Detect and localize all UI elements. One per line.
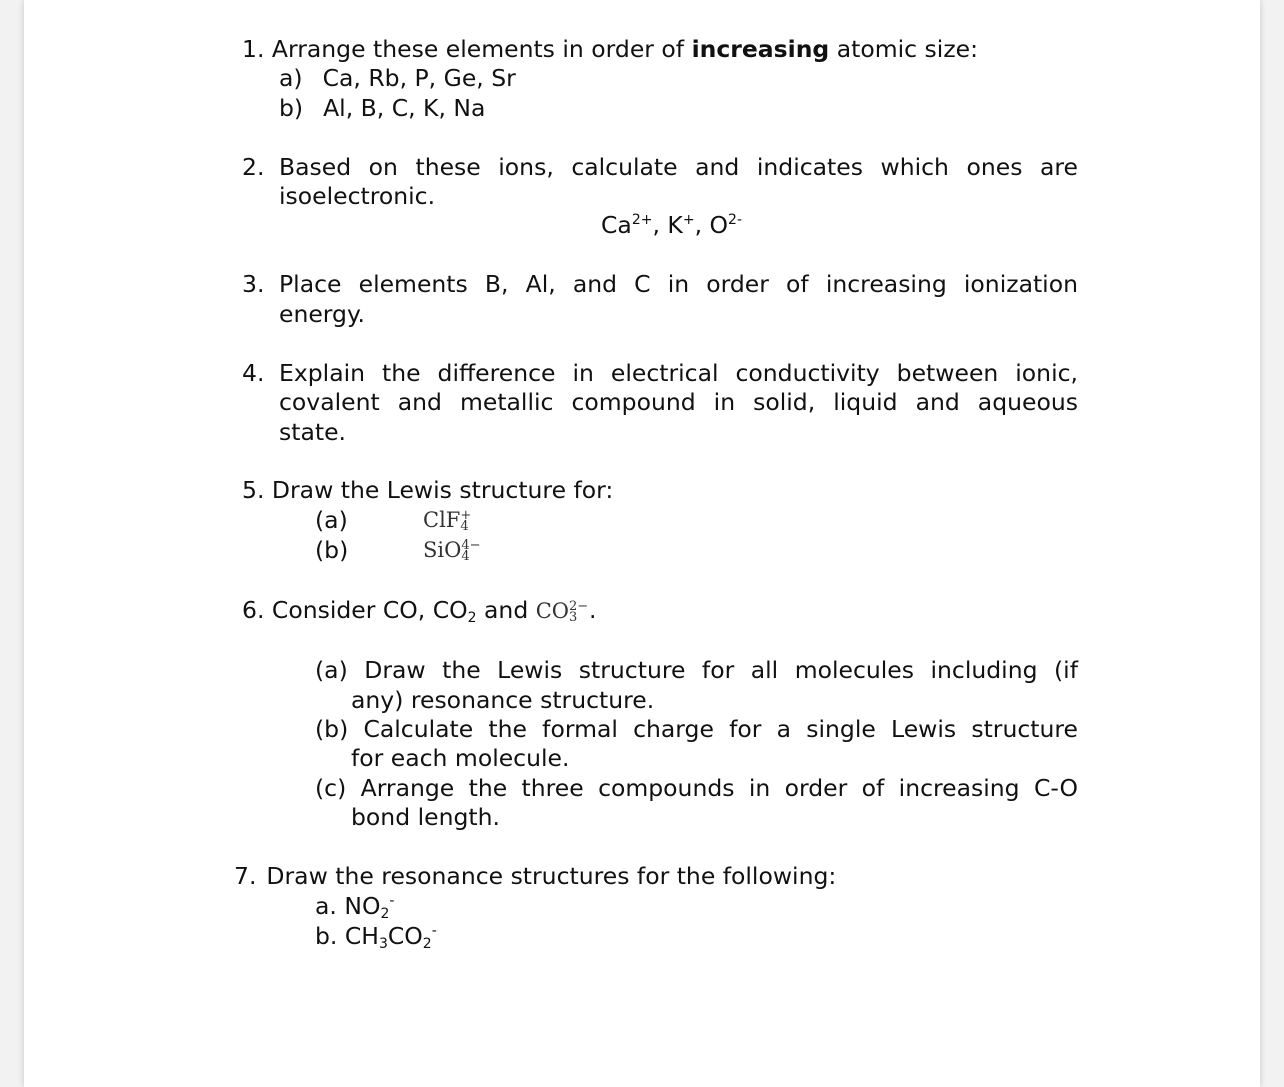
q4-line-2: covalent and metallic compound in solid, liquid and aqueous [279,388,1078,416]
ion-o-charge: 2- [728,212,743,228]
ion-k: K [667,211,683,239]
ch3co2-formula-co: CO [387,922,423,950]
ion-sep-2: , [694,211,703,239]
q3-line-2: energy. [279,300,366,328]
q1-item-a [279,64,516,93]
q6-text-and: and [484,596,529,624]
document-page [24,0,1260,1087]
clf4-charge: + [460,508,472,523]
q3-number: 3. [242,270,265,298]
ch3-subscript: 3 [378,936,388,952]
q2-line-1: Based on these ions, calculate and indicates which ones are [279,153,1078,181]
co3-subscript: 3 [569,610,578,625]
ion-o: O [709,211,729,239]
q7-item-a [315,892,394,921]
co2-subscript: 2 [467,610,477,626]
ch3co2-charge: - [431,923,437,939]
q5-b-formula [423,536,481,565]
sio4-charge: 4− [461,538,481,553]
ion-ca-charge: 2+ [631,212,653,228]
q7-item-b [315,922,437,951]
q1-line [242,35,978,64]
q6-c-line-1: (c) Arrange the three compounds in order of increasing C-O [315,774,1078,802]
q7-number: 7. [234,862,257,890]
co3-formula: CO [535,599,570,623]
ion-k-charge: + [682,212,695,228]
q3-line-1: Place elements B, Al, and C in order of increasing ionization [279,270,1078,298]
co2-subscript-b: 2 [422,936,432,952]
ion-ca: Ca [601,211,632,239]
clf4-formula: ClF [423,508,461,532]
q5-text: Draw the Lewis structure for: [271,476,614,504]
no2-subscript: 2 [380,906,390,922]
q6-line [242,596,597,626]
no2-formula: NO [344,892,381,920]
sio4-formula: SiO [423,538,462,562]
co3-charge: 2− [569,599,589,614]
q4-line-1: Explain the difference in electrical conductivity between ionic, [279,359,1078,387]
q6-number: 6. [242,596,265,624]
q1-text-pre: Arrange these elements in order of [271,35,685,63]
ch3co2-formula-ch: CH [344,922,379,950]
q2-ions [601,211,742,240]
q6-b-line-1: (b) Calculate the formal charge for a single Lewis structure [315,715,1078,743]
q4-line-3: state. [279,418,347,446]
q2-line-2: isoelectronic. [279,182,436,210]
q1-number: 1. [242,35,265,63]
q1-text-bold: increasing [691,35,830,63]
q1-a-text: Ca, Rb, P, Ge, Sr [322,64,516,92]
q6-c-line-2: bond length. [351,803,500,831]
q6-a-line-1: (a) Draw the Lewis structure for all molecules including (if [315,656,1078,684]
q5-b-label: (b) [315,536,349,564]
q6-b-line-2: for each molecule. [351,744,570,772]
q4-number: 4. [242,359,265,387]
q5-a-formula [423,506,473,535]
q7-text: Draw the resonance structures for the following: [266,862,837,890]
q2-number: 2. [242,153,265,181]
q1-b-text: Al, B, C, K, Na [323,94,486,122]
q6-text-pre: Consider CO, CO [271,596,468,624]
q1-item-b [279,94,485,123]
q6-text-end: . [589,596,597,624]
q5-line [242,476,613,505]
q7-a-label: a. [315,892,337,920]
q6-a-line-2: any) resonance structure. [351,686,655,714]
no2-charge: - [389,893,395,909]
q7-line [234,862,836,891]
q1-b-label: b) [279,94,304,122]
q1-text-post: atomic size: [836,35,979,63]
q7-b-label: b. [315,922,338,950]
q5-number: 5. [242,476,265,504]
clf4-subscript: 4 [460,519,469,534]
ion-sep-1: , [652,211,660,239]
sio4-subscript: 4 [461,549,470,564]
q5-a-label: (a) [315,506,348,534]
q1-a-label: a) [279,64,303,92]
